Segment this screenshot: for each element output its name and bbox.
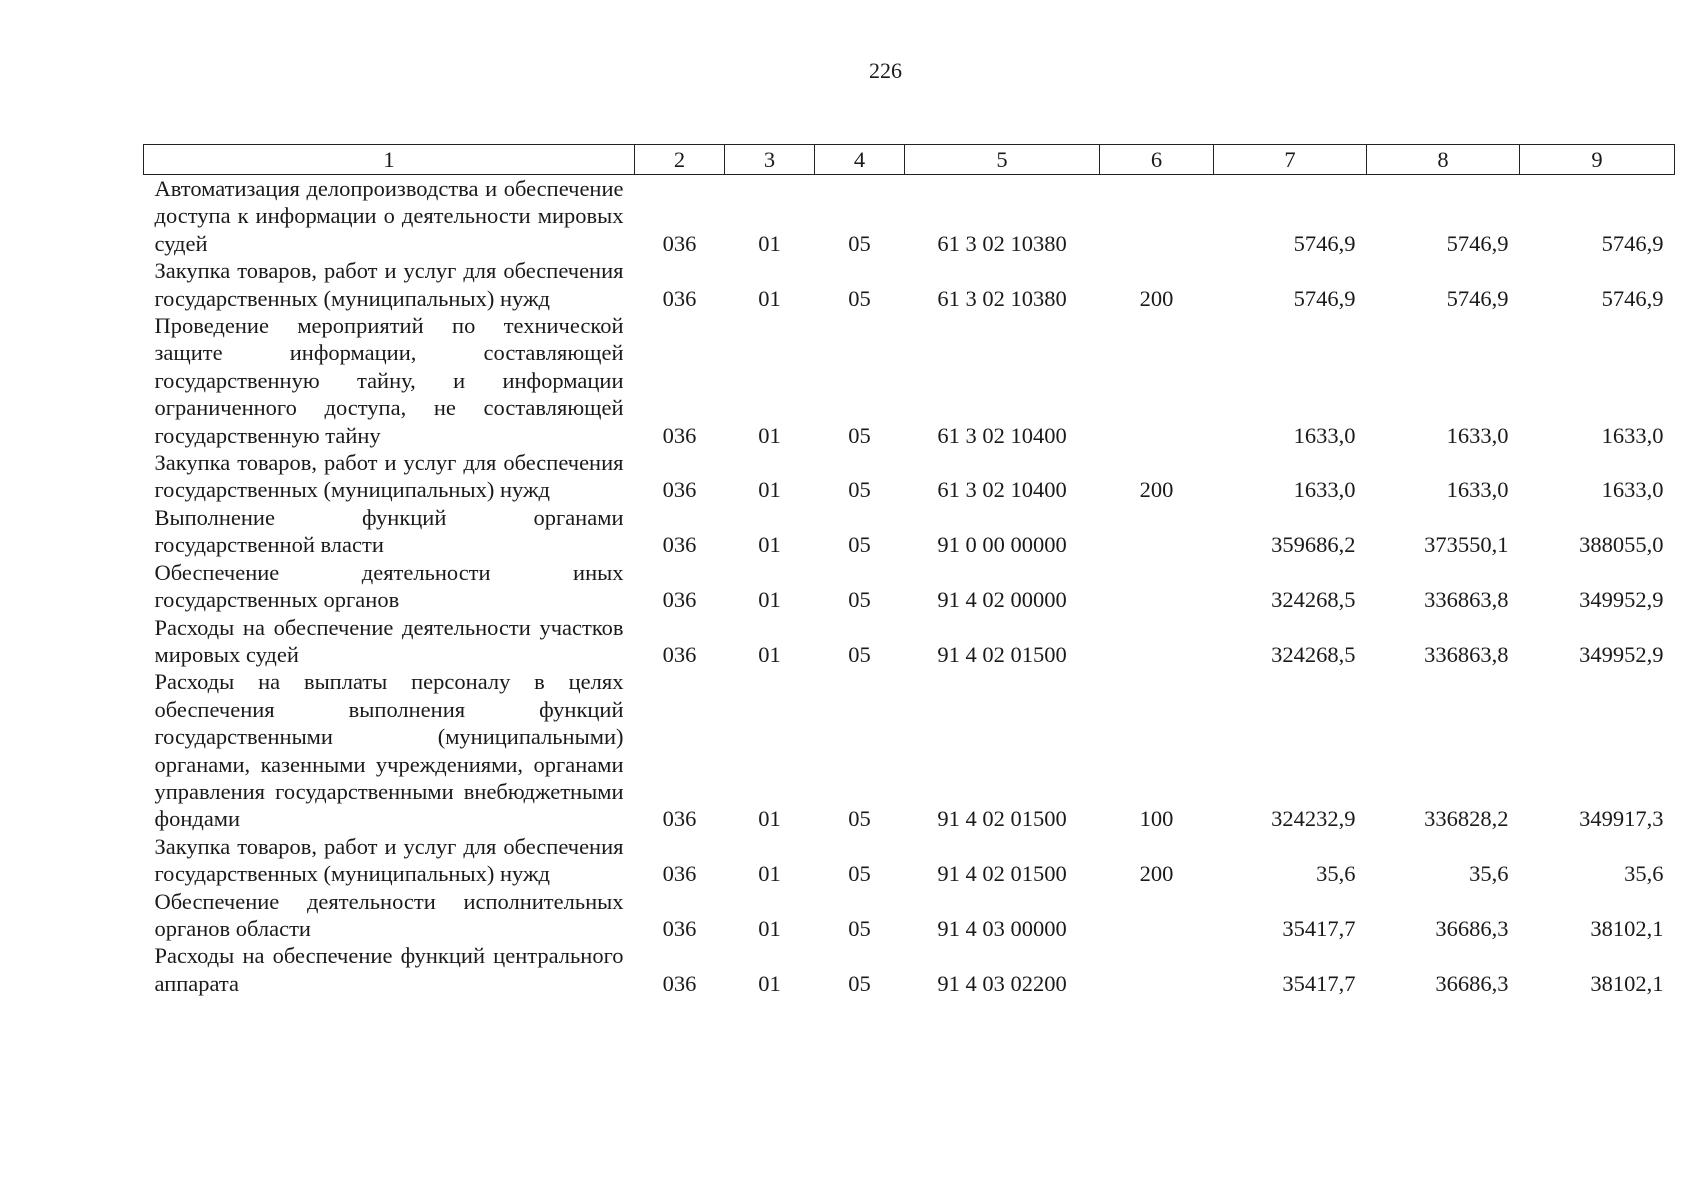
page-number: 226 bbox=[869, 58, 902, 83]
row-description: Закупка товаров, работ и услуг для обеспечения государственных (муниципальных) нужд bbox=[154, 450, 624, 503]
cell-amount-2: 373550,1 bbox=[1424, 532, 1509, 558]
cell-expense-type: 200 bbox=[1139, 861, 1174, 887]
cell-target-article: 91 4 02 01500 bbox=[937, 641, 1067, 667]
table-row bbox=[144, 614, 1675, 669]
cell-amount-2: 1633,0 bbox=[1446, 477, 1509, 503]
cell-amount-3: 38102,1 bbox=[1590, 970, 1664, 996]
cell-amount-3: 1633,0 bbox=[1601, 422, 1664, 448]
cell-amount-3: 388055,0 bbox=[1579, 532, 1664, 558]
cell-subsection: 05 bbox=[848, 806, 871, 832]
cell-amount-1: 35417,7 bbox=[1282, 915, 1356, 941]
cell-ministry-code: 036 bbox=[662, 477, 697, 503]
column-header: 1 bbox=[144, 145, 635, 175]
column-header: 5 bbox=[905, 145, 1100, 175]
cell-section: 01 bbox=[758, 532, 781, 558]
cell-section: 01 bbox=[758, 230, 781, 256]
cell-amount-1: 1633,0 bbox=[1293, 422, 1356, 448]
cell-amount-2: 336863,8 bbox=[1424, 641, 1509, 667]
cell-section: 01 bbox=[758, 587, 781, 613]
table-row bbox=[144, 312, 1675, 449]
cell-amount-1: 324232,9 bbox=[1271, 806, 1356, 832]
cell-amount-3: 5746,9 bbox=[1601, 230, 1664, 256]
table-row bbox=[144, 504, 1675, 559]
table-row bbox=[144, 449, 1675, 504]
cell-amount-1: 359686,2 bbox=[1271, 532, 1356, 558]
cell-expense-type: 100 bbox=[1139, 806, 1174, 832]
cell-expense-type bbox=[1100, 888, 1214, 943]
cell-expense-type bbox=[1100, 504, 1214, 559]
cell-expense-type bbox=[1100, 614, 1214, 669]
cell-ministry-code: 036 bbox=[662, 641, 697, 667]
table-row bbox=[144, 257, 1675, 312]
cell-ministry-code: 036 bbox=[662, 915, 697, 941]
column-header: 9 bbox=[1520, 145, 1675, 175]
cell-amount-3: 38102,1 bbox=[1590, 915, 1664, 941]
cell-section: 01 bbox=[758, 422, 781, 448]
column-header: 4 bbox=[815, 145, 905, 175]
cell-amount-1: 324268,5 bbox=[1271, 587, 1356, 613]
cell-amount-2: 35,6 bbox=[1469, 861, 1509, 887]
cell-target-article: 91 4 03 00000 bbox=[937, 915, 1067, 941]
table-body bbox=[144, 175, 1675, 998]
cell-subsection: 05 bbox=[848, 532, 871, 558]
cell-section: 01 bbox=[758, 477, 781, 503]
cell-target-article: 91 0 00 00000 bbox=[937, 532, 1067, 558]
cell-amount-2: 36686,3 bbox=[1435, 970, 1509, 996]
cell-subsection: 05 bbox=[848, 641, 871, 667]
cell-section: 01 bbox=[758, 806, 781, 832]
column-header: 2 bbox=[635, 145, 725, 175]
cell-target-article: 91 4 02 01500 bbox=[937, 806, 1067, 832]
cell-amount-1: 35,6 bbox=[1316, 861, 1356, 887]
cell-amount-3: 349917,3 bbox=[1579, 806, 1664, 832]
cell-ministry-code: 036 bbox=[662, 532, 697, 558]
cell-expense-type bbox=[1100, 312, 1214, 449]
row-description: Закупка товаров, работ и услуг для обеспечения государственных (муниципальных) нужд bbox=[154, 833, 624, 887]
cell-expense-type bbox=[1100, 175, 1214, 258]
table-row bbox=[144, 888, 1675, 943]
row-description: Проведение мероприятий по технической защите информации, составляющей государственную тайну, и информации ограниченного доступа, не составляющей государственную тайну bbox=[154, 313, 624, 448]
row-description: Обеспечение деятельности исполнительных органов области bbox=[154, 888, 624, 941]
cell-amount-2: 5746,9 bbox=[1446, 230, 1509, 256]
cell-amount-1: 5746,9 bbox=[1293, 230, 1356, 256]
cell-subsection: 05 bbox=[848, 915, 871, 941]
cell-subsection: 05 bbox=[848, 587, 871, 613]
cell-amount-3: 5746,9 bbox=[1601, 285, 1664, 311]
cell-subsection: 05 bbox=[848, 422, 871, 448]
cell-amount-2: 36686,3 bbox=[1435, 915, 1509, 941]
cell-ministry-code: 036 bbox=[662, 587, 697, 613]
cell-amount-1: 35417,7 bbox=[1282, 970, 1356, 996]
cell-target-article: 91 4 03 02200 bbox=[937, 970, 1067, 996]
cell-section: 01 bbox=[758, 915, 781, 941]
cell-subsection: 05 bbox=[848, 477, 871, 503]
cell-amount-1: 324268,5 bbox=[1271, 641, 1356, 667]
cell-expense-type: 200 bbox=[1139, 477, 1174, 503]
row-description: Закупка товаров, работ и услуг для обеспечения государственных (муниципальных) нужд bbox=[154, 258, 624, 311]
cell-subsection: 05 bbox=[848, 285, 871, 311]
row-description: Обеспечение деятельности иных государственных органов bbox=[154, 559, 624, 613]
cell-amount-1: 5746,9 bbox=[1293, 285, 1356, 311]
table-row bbox=[144, 175, 1675, 258]
cell-amount-3: 1633,0 bbox=[1601, 477, 1664, 503]
row-description: Выполнение функций органами государственной власти bbox=[154, 504, 624, 558]
cell-target-article: 91 4 02 00000 bbox=[937, 587, 1067, 613]
table-row bbox=[144, 559, 1675, 614]
table-row bbox=[144, 668, 1675, 832]
cell-subsection: 05 bbox=[848, 970, 871, 996]
cell-target-article: 61 3 02 10380 bbox=[937, 285, 1067, 311]
column-header: 8 bbox=[1367, 145, 1520, 175]
cell-amount-2: 336828,2 bbox=[1424, 806, 1509, 832]
cell-amount-2: 1633,0 bbox=[1446, 422, 1509, 448]
column-number-row bbox=[144, 145, 1675, 175]
cell-ministry-code: 036 bbox=[662, 285, 697, 311]
cell-target-article: 91 4 02 01500 bbox=[937, 861, 1067, 887]
cell-ministry-code: 036 bbox=[662, 422, 697, 448]
cell-amount-2: 336863,8 bbox=[1424, 587, 1509, 613]
cell-section: 01 bbox=[758, 861, 781, 887]
cell-amount-3: 349952,9 bbox=[1579, 641, 1664, 667]
column-header: 3 bbox=[725, 145, 815, 175]
cell-amount-2: 5746,9 bbox=[1446, 285, 1509, 311]
cell-amount-3: 35,6 bbox=[1624, 861, 1664, 887]
cell-ministry-code: 036 bbox=[662, 806, 697, 832]
cell-amount-1: 1633,0 bbox=[1293, 477, 1356, 503]
row-description: Автоматизация делопроизводства и обеспечение доступа к информации о деятельности мировых судей bbox=[154, 176, 624, 256]
column-header: 7 bbox=[1214, 145, 1367, 175]
column-header: 6 bbox=[1100, 145, 1214, 175]
cell-ministry-code: 036 bbox=[662, 230, 697, 256]
cell-target-article: 61 3 02 10400 bbox=[937, 422, 1067, 448]
cell-section: 01 bbox=[758, 285, 781, 311]
cell-subsection: 05 bbox=[848, 230, 871, 256]
table-row bbox=[144, 942, 1675, 997]
cell-ministry-code: 036 bbox=[662, 970, 697, 996]
cell-section: 01 bbox=[758, 970, 781, 996]
cell-expense-type bbox=[1100, 942, 1214, 997]
cell-subsection: 05 bbox=[848, 861, 871, 887]
cell-expense-type bbox=[1100, 559, 1214, 614]
cell-expense-type: 200 bbox=[1139, 285, 1174, 311]
row-description: Расходы на обеспечение функций центрального аппарата bbox=[154, 943, 624, 996]
cell-section: 01 bbox=[758, 641, 781, 667]
cell-amount-3: 349952,9 bbox=[1579, 587, 1664, 613]
row-description: Расходы на обеспечение деятельности участков мировых судей bbox=[154, 614, 624, 667]
table-row bbox=[144, 833, 1675, 888]
budget-table bbox=[143, 144, 1675, 997]
cell-target-article: 61 3 02 10400 bbox=[937, 477, 1067, 503]
row-description: Расходы на выплаты персоналу в целях обеспечения выполнения функций государственными (муниципальными) органами, казенными учреждениями, органами управления государственными внебюджетными фондами bbox=[154, 669, 624, 832]
cell-ministry-code: 036 bbox=[662, 861, 697, 887]
cell-target-article: 61 3 02 10380 bbox=[937, 230, 1067, 256]
